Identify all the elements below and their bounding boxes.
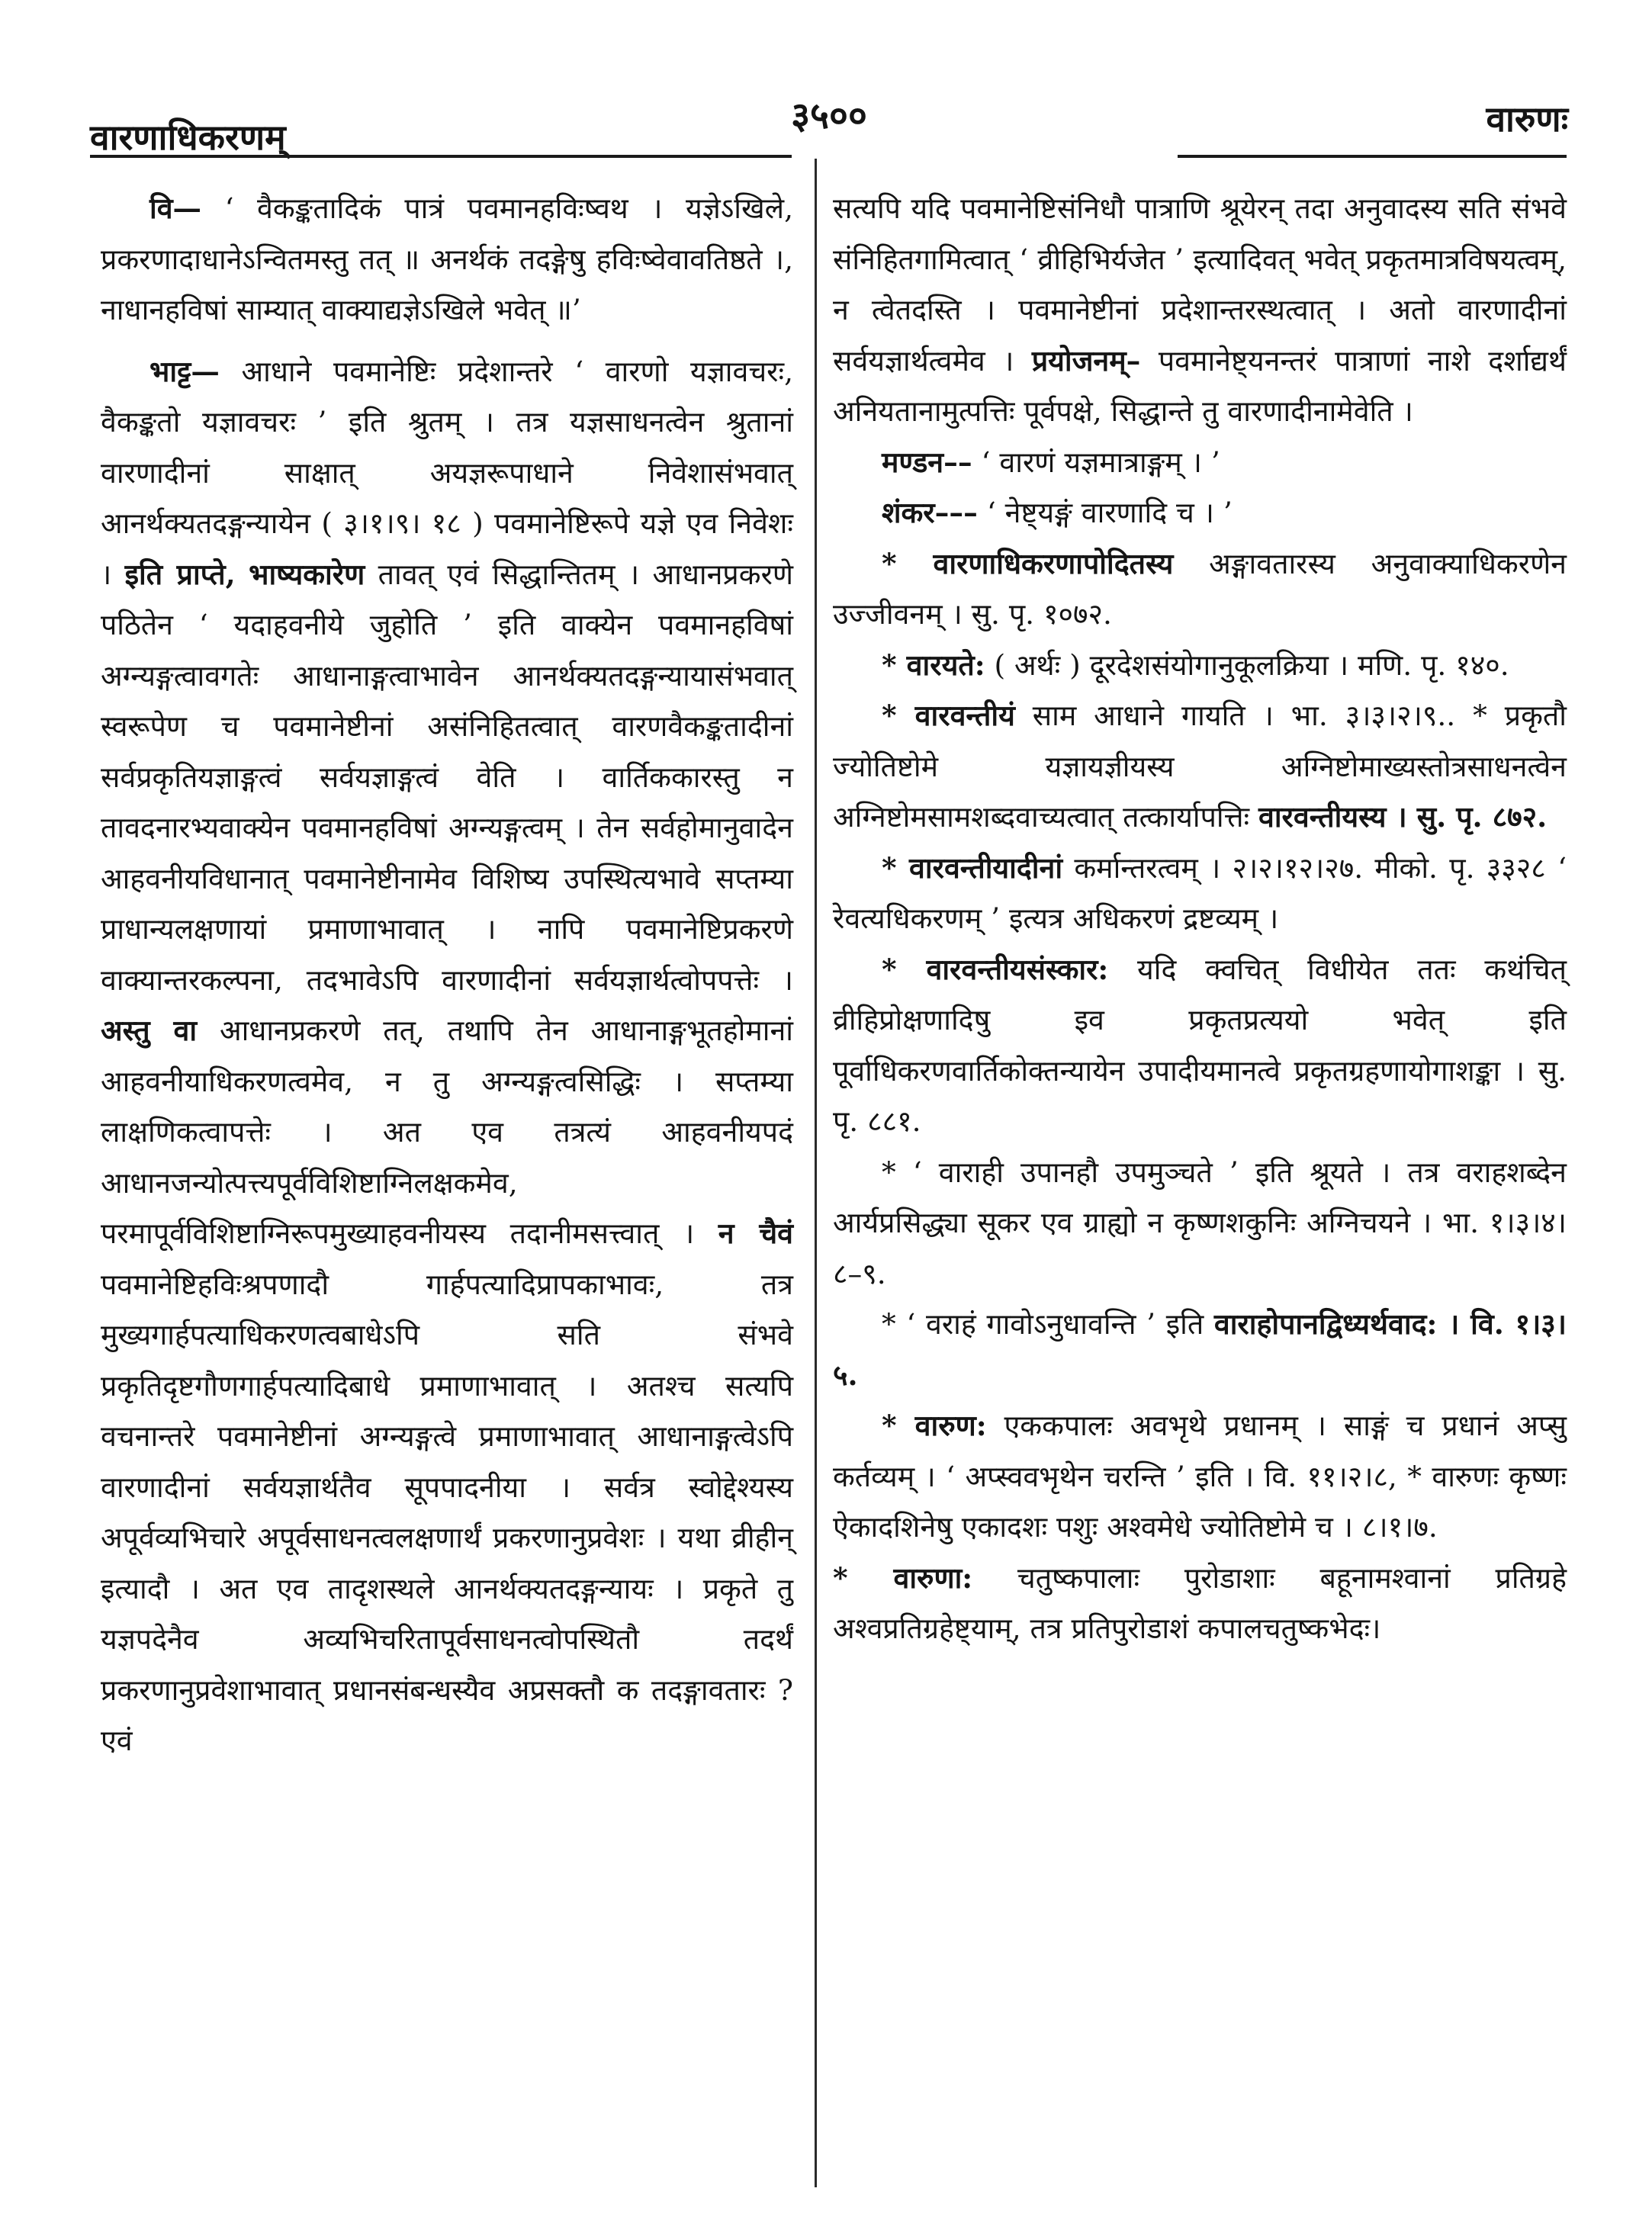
entry-varunah-plural <box>833 1553 1567 1654</box>
entry-text: कर्मान्तरत्वम् । २।२।१२।२७. मीको. पृ. ३३२८ ‘ रेवत्यधिकरणम् ’ इत्यत्र अधिकरणं द्रष्टव्यम् । <box>833 850 1567 935</box>
mandana-text: ‘ वारणं यज्ञमात्राङ्गम् । ’ <box>981 445 1220 479</box>
running-head-left: वारणाधिकरणम् <box>90 117 286 158</box>
bhashyakarena: भाष्यकारेण <box>249 557 365 591</box>
vi-paragraph <box>101 183 793 336</box>
entry-varavantiyasamskara <box>833 944 1567 1147</box>
entry-text: ( अर्थः ) दूरदेशसंयोगानुकूलक्रिया । मणि. पृ. १४०. <box>994 647 1509 682</box>
page-number: ३५०० <box>791 95 867 137</box>
entry-varayate <box>833 640 1567 691</box>
entry-varavantiyam <box>833 690 1567 843</box>
left-column <box>101 183 793 1766</box>
entry-headword: * वारवन्तीयं <box>882 699 1015 732</box>
header-rule-left <box>90 155 792 158</box>
entry-headword: * वारवन्तीयादीनां <box>882 850 1063 885</box>
entry-headword: * वारयते: <box>882 647 985 682</box>
para1-text: सत्यपि यदि पवमानेष्टिसंनिधौ पात्राणि श्रूयेरन् तदा अनुवादस्य सति संभवे संनिहितगामित्वात् ‘ व्रीहिभिर्यजेत ’ इत्यादिवत् भवेत् प्रकृतमात्रविषयत्वम्, न त्वेतदस्ति । पवमानेष्टीनां प्रदेशान्तरस्थत्वात् । अतो वारणादीनां सर्वयज्ञार्थत्वमेव । <box>833 191 1567 378</box>
entry-varanadhikaranapodita <box>833 538 1567 640</box>
entry-headword: * वारवन्तीयसंस्कार: <box>882 952 1109 986</box>
mandana-label: मण्डन–– <box>882 445 972 479</box>
entry-varavantiyadinam <box>833 843 1567 944</box>
entry-headword: * वारणाधिकरणापोदितस्य <box>882 546 1174 580</box>
header-rule-right <box>1178 155 1567 158</box>
continuation-paragraph <box>833 183 1567 437</box>
entry-text: साम आधाने गायति । भा. ३।३।२।९.. * प्रकृतौ ज्योतिष्टोमे यज्ञायज्ञीयस्य अग्निष्टोमाख्यस्तोत्रसाधनत्वेन अग्निष्टोमसामशब्दवाच्यत्वात् तत्कार्यापत्तिः <box>833 699 1567 834</box>
astu-va: अस्तु वा <box>101 1014 198 1047</box>
mandana-line <box>833 437 1567 488</box>
page-header <box>90 90 1568 158</box>
bhatta-text-4: पवमानेष्टिहविःश्रपणादौ गार्हपत्यादिप्रापकाभावः, तत्र मुख्यगार्हपत्याधिकरणत्वबाधेऽपि सति संभवे प्रकृतिदृष्टगौणगार्हपत्यादिबाधे प्रमाणाभावात् । अतश्च सत्यपि वचनान्तरे पवमानेष्टीनां अग्न्यङ्गत्वे प्रमाणाभावात् आधानाङ्गत्वेऽपि वारणादीनां सर्वयज्ञार्थतैव सूपपादनीया । सर्वत्र स्वोद्देश्यस्य अपूर्वव्यभिचारे अपूर्वसाधनत्वलक्षणार्थं प्रकरणानुप्रवेशः । यथा व्रीहीन् इत्यादौ । अत एव तादृशस्थले आनर्थक्यतदङ्गन्यायः । प्रकृते तु यज्ञपदेनैव अव्यभिचरितापूर्वसाधनत्वोपस्थितौ तदर्थं प्रकरणानुप्रवेशाभावात् प्रधानसंबन्धस्यैव अप्रसक्तौ क तदङ्गावतारः ? एवं <box>101 1267 793 1757</box>
para1-tail: पवमानेष्ट्यनन्तरं पात्राणां नाशे दर्शाद्यर्थं अनियतानामुत्पत्तिः पूर्वपक्षे, सिद्धान्ते तु वारणादीनामेवेति । <box>833 343 1567 428</box>
entry-varunah <box>833 1400 1567 1553</box>
shankara-line <box>833 487 1567 538</box>
bhatta-paragraph <box>101 346 793 1766</box>
shankara-label: शंकर––– <box>882 496 978 529</box>
entry-text: * ‘ वाराही उपानहौ उपमुञ्चते ’ इति श्रूयते । तत्र वराहशब्देन आर्यप्रसिद्ध्या सूकर एव ग्राह्यो न कृष्णशकुनिः अग्निचयने । भा. १।३।४।८–९. <box>833 1155 1567 1290</box>
entry-varaham-gavah <box>833 1299 1567 1400</box>
entry-tail: वाराहोपानद्विध्यर्थवाद: । वि. १।३।५. <box>833 1307 1567 1392</box>
entry-text: अङ्गावतारस्य अनुवाक्याधिकरणेन उज्जीवनम् । सु. पृ. १०७२. <box>833 546 1567 631</box>
right-column <box>833 183 1567 1654</box>
vi-text: ‘ वैकङ्कतादिकं पात्रं पवमानहविःष्वथ । यज्ञेऽखिले, प्रकरणादाधानेऽन्वितमस्तु तत् ॥ अनर्थकं तदङ्गेषु हविःष्वेवावतिष्ठते ।, नाधानहविषां साम्यात् वाक्याद्यज्ञेऽखिले भवेत् ॥’ <box>101 191 793 326</box>
bhatta-text-2: तावत् एवं सिद्धान्तितम् । आधानप्रकरणे पठितेन ‘ यदाहवनीये जुहोति ’ इति वाक्येन पवमानहविषां अग्न्यङ्गत्वावगतेः आधानाङ्गत्वाभावेन आनर्थक्यतदङ्गन्यायासंभवात् स्वरूपेण च पवमानेष्टीनां असंनिहितत्वात् वारणवैकङ्कतादीनां सर्वप्रकृतियज्ञाङ्गत्वं सर्वयज्ञाङ्गत्वं वेति । वार्तिककारस्तु न तावदनारभ्यवाक्येन पवमानहविषां अग्न्यङ्गत्वम् । तेन सर्वहोमानुवादेन आहवनीयविधानात् पवमानेष्टीनामेव विशिष्य उपस्थित्यभावे सप्तम्या प्राधान्यलक्षणायां प्रमाणाभावात् । नापि पवमानेष्टिप्रकरणे वाक्यान्तरकल्पना, तदभावेऽपि वारणादीनां सर्वयज्ञार्थत्वोपपत्तेः । <box>101 557 794 997</box>
entry-headword: * वारुणा: <box>833 1560 973 1595</box>
running-head-right: वारुणः <box>1486 98 1568 140</box>
bhatta-text-1: आधाने पवमानेष्टिः प्रदेशान्तरे ‘ वारणो यज्ञावचरः, वैकङ्कतो यज्ञावचरः ’ इति श्रुतम् । तत्र यज्ञसाधनत्वेन श्रुतानां वारणादीनां साक्षात् अयज्ञरूपाधाने निवेशासंभवात् आनर्थक्यतदङ्गन्यायेन ( ३।१।९। १८ ) पवमानेष्टिरूपे यज्ञे एव निवेशः । <box>101 354 794 591</box>
entry-varahi-upanahau <box>833 1147 1567 1300</box>
iti-prapte: इति प्राप्ते, <box>124 557 236 591</box>
prayojanam-label: प्रयोजनम्– <box>1031 343 1141 378</box>
entry-text: यदि क्वचित् विधीयेत ततः कथंचित् व्रीहिप्रोक्षणादिषु इव प्रकृतप्रत्ययो भवेत् इति पूर्वाधिकरणवार्तिकोक्तन्यायेन उपादीयमानत्वे प्रकृतग्रहणायोगाशङ्का । सु. पृ. ८८१. <box>833 952 1567 1138</box>
entry-text: चतुष्कपालाः पुरोडाशाः बहूनामश्वानां प्रतिग्रहे अश्वप्रतिग्रहेष्ट्याम्, तत्र प्रतिपुरोडाशं कपालचतुष्कभेदः। <box>833 1560 1567 1645</box>
entry-text: एककपालः अवभृथे प्रधानम् । साङ्गं च प्रधानं अप्सु कर्तव्यम् । ‘ अप्स्ववभृथेन चरन्ति ’ इति । वि. ११।२।८, * वारुणः कृष्णः ऐकादशिनेषु एकादशः पशुः अश्वमेधे ज्योतिष्टोमे च । ८।१।७. <box>833 1409 1567 1544</box>
bhatta-text-3: आधानप्रकरणे तत्, तथापि तेन आधानाङ्गभूतहोमानां आहवनीयाधिकरणत्वमेव, न तु अग्न्यङ्गत्वसिद्धिः । सप्तम्या लाक्षणिकत्वापत्तेः । अत एव तत्रत्यं आहवनीयपदं आधानजन्योत्पत्त्यपूर्वविशिष्टाग्निलक्षकमेव, परमापूर्वविशिष्टाग्निरूपमुख्याहवनीयस्य तदानीमसत्त्वात् । <box>101 1014 793 1250</box>
shankara-text: ‘ नेष्ट्यङ्गं वारणादि च । ’ <box>986 496 1233 529</box>
entry-text: * ‘ वराहं गावोऽनुधावन्ति ’ इति <box>882 1307 1204 1341</box>
vi-label: वि— <box>149 191 202 225</box>
entry-headword: * वारुण: <box>882 1409 987 1442</box>
column-divider <box>815 159 817 2187</box>
entry-tail: वारवन्तीयस्य । सु. पृ. ८७२. <box>1258 800 1548 834</box>
na-chaivam: न चैवं <box>718 1216 794 1250</box>
bhatta-label: भाट्ट— <box>149 354 220 388</box>
